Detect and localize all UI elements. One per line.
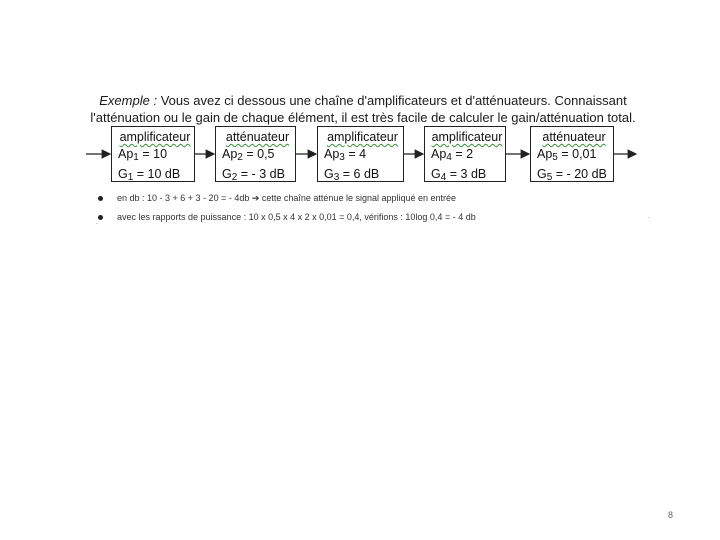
stage-1-type: amplificateur xyxy=(119,130,191,144)
stage-5-attenuator xyxy=(530,126,614,182)
stage-2-attenuator xyxy=(215,126,296,182)
intro-line-1 xyxy=(78,92,648,109)
stage-2-gain: $G_2$ = - 3 dB xyxy=(222,167,285,183)
stage-5-power-ratio: $Ap_5 = 0,01$ xyxy=(537,147,597,163)
intro-line-2: l'atténuation ou le gain de chaque élément, il est très facile de calculer le gain/atténuation total. xyxy=(90,110,636,125)
stage-4-amplifier xyxy=(424,126,506,182)
stage-3-amplifier xyxy=(317,126,404,182)
intro-line-1-text: Vous avez ci dessous une chaîne d'amplificateurs et d'atténuateurs. Connaissant xyxy=(160,93,627,108)
stage-2-type: atténuateur xyxy=(225,130,290,144)
stage-1-amplifier xyxy=(111,126,195,182)
bullet-text-db: en db : 10 - 3 + 6 + 3 - 20 = - 4db ➔ cette chaîne atténue le signal appliqué en entrée xyxy=(117,193,457,203)
bullet-item xyxy=(98,208,653,227)
stage-3-type: amplificateur xyxy=(327,130,398,144)
stage-1-gain: $G_1 = 10$ dB xyxy=(118,167,181,183)
bullet-list xyxy=(98,189,653,227)
stage-5-type: atténuateur xyxy=(542,130,606,144)
intro-lead: Exemple : xyxy=(99,93,158,108)
stage-3-gain: $G_3 = 6$ dB xyxy=(324,167,380,183)
bullet-dot-icon xyxy=(98,215,103,220)
stage-2-power-ratio: $Ap_2 = 0,5$ xyxy=(222,147,275,163)
amplifier-chain-diagram xyxy=(84,124,654,190)
stage-5-gain: $G_5$ = - 20 dB xyxy=(537,167,607,183)
stage-4-power-ratio: $Ap_4 = 2$ xyxy=(431,147,474,163)
bullet-dot-icon xyxy=(98,196,103,201)
page-number: 8 xyxy=(668,510,674,520)
corner-mark-right: . xyxy=(648,214,650,220)
bullet-text-ratio: avec les rapports de puissance : 10 x 0,5 x 4 x 2 x 0,01 = 0,4, vérifions : 10log 0,4 = - 4 db xyxy=(117,212,476,222)
stage-1-power-ratio: $Ap_1 = 10$ xyxy=(118,147,168,163)
stage-3-power-ratio: $Ap_3 = 4$ xyxy=(324,147,367,163)
bullet-item xyxy=(98,189,653,208)
stage-4-type: amplificateur xyxy=(431,130,503,144)
corner-mark-left: . xyxy=(96,220,98,226)
stage-4-gain: $G_4 = 3$ dB xyxy=(431,167,487,183)
intro-text xyxy=(78,92,648,126)
